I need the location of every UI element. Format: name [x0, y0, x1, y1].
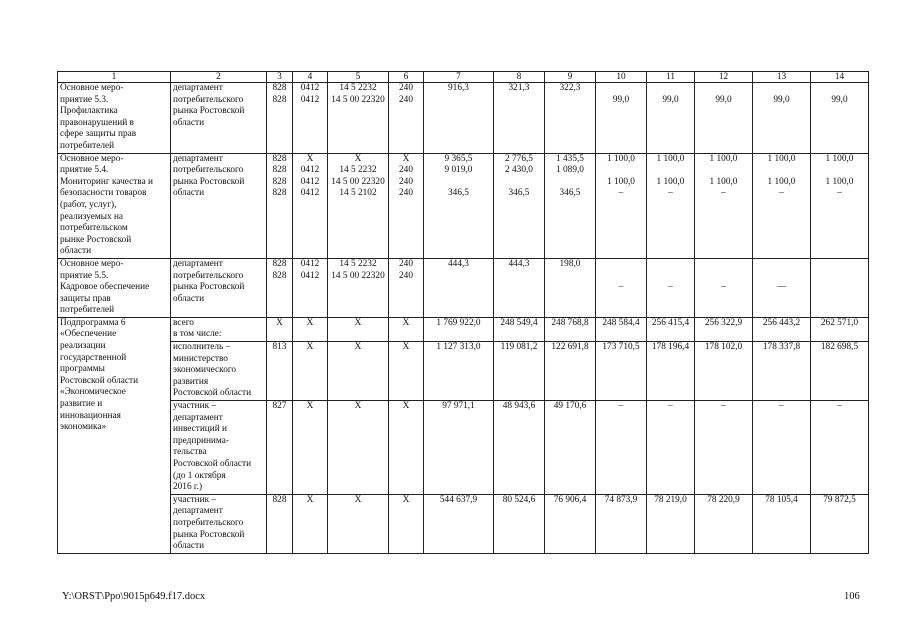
amount-cell: 119 081,2 [494, 342, 545, 401]
code-cell: X [328, 494, 389, 553]
column-number: 14 [811, 72, 869, 83]
column-number: 10 [596, 72, 647, 83]
cell-text: 1 100,0 [607, 153, 635, 164]
cell-text: 0412 [300, 165, 320, 176]
cell-text: 14 5 00 22320 [331, 94, 385, 105]
cell-text: 2 430,0 [505, 165, 533, 176]
cell-text: 99,0 [662, 94, 679, 105]
amount-cell: – [811, 401, 869, 495]
cell-text: рынке Ростовской [60, 234, 132, 245]
code-cell [389, 153, 424, 258]
amount-cell: 76 906,4 [545, 494, 596, 553]
amount-cell: 78 220,9 [695, 494, 753, 553]
cell-text: 1 100,0 [709, 153, 738, 164]
code-cell [328, 153, 389, 258]
amount-cell [647, 153, 695, 258]
column-number: 7 [424, 72, 494, 83]
amount-cell: 74 873,9 [596, 494, 647, 553]
cell-text: 1 089,0 [556, 165, 584, 176]
cell-text: потребительского [173, 517, 244, 528]
column-number-row [58, 72, 869, 83]
code-cell [293, 153, 328, 258]
code-cell: X [293, 317, 328, 341]
cell-text: 240 [399, 188, 413, 199]
subprogram-row [58, 317, 869, 341]
responsible-org-cell [171, 83, 267, 154]
cell-text: департамент [173, 506, 223, 517]
cell-text: Основное меро- [60, 153, 124, 164]
cell-text: X [354, 153, 362, 164]
amount-cell: 262 571,0 [811, 317, 869, 341]
column-number: 6 [389, 72, 424, 83]
cell-text: предпринима- [173, 435, 229, 446]
code-cell: X [389, 342, 424, 401]
amount-cell: – [596, 401, 647, 495]
code-cell: X [293, 494, 328, 553]
code-cell: X [389, 317, 424, 341]
amount-cell: 1 769 922,0 [424, 317, 494, 341]
cell-text: тельства [173, 447, 207, 458]
amount-cell: 122 691,8 [545, 342, 596, 401]
cell-text: потребительского [173, 270, 244, 281]
cell-text: потребительского [173, 165, 244, 176]
cell-text: 240 [399, 176, 413, 187]
cell-text: области [173, 117, 205, 128]
cell-text: «Обеспечение [60, 329, 117, 340]
column-number: 8 [494, 72, 545, 83]
amount-cell: 80 524,6 [494, 494, 545, 553]
cell-text: 99,0 [715, 94, 732, 105]
amount-cell [647, 83, 695, 154]
amount-cell [545, 83, 596, 154]
amount-cell: 48 943,6 [494, 401, 545, 495]
cell-text: рынка Ростовской [173, 529, 245, 540]
code-cell [389, 83, 424, 154]
cell-text: 14 5 2232 [339, 165, 377, 176]
cell-text: области [173, 293, 205, 304]
subprogram-name-cell [58, 317, 171, 553]
cell-text: приятие 5.5. [60, 270, 109, 281]
cell-text: 1 100,0 [767, 176, 796, 187]
column-number: 3 [267, 72, 293, 83]
amount-cell: 78 219,0 [647, 494, 695, 553]
cell-text: 99,0 [831, 94, 848, 105]
amount-cell [424, 258, 494, 317]
amount-cell [494, 83, 545, 154]
amount-cell: 248 549,4 [494, 317, 545, 341]
cell-text: Ростовской области [60, 375, 139, 386]
cell-text: Кадровое обеспечение [60, 282, 150, 293]
cell-text: 0412 [300, 270, 320, 281]
cell-text: 240 [399, 258, 413, 269]
cell-text: – [721, 282, 726, 293]
cell-text: 346,5 [448, 188, 469, 199]
code-cell: X [389, 401, 424, 495]
cell-text: 0412 [300, 83, 320, 93]
code-cell [267, 153, 293, 258]
code-cell: X [328, 317, 389, 341]
cell-text: 1 100,0 [825, 176, 854, 187]
cell-text: 828 [272, 176, 287, 187]
budget-table-page [57, 71, 868, 554]
cell-text: 828 [272, 83, 287, 93]
responsible-org-cell [171, 258, 267, 317]
cell-text: 14 5 00 22320 [331, 176, 385, 187]
cell-text: Профилактика [60, 106, 118, 117]
cell-text: 99,0 [773, 94, 790, 105]
cell-text: – [668, 282, 673, 293]
responsible-org-cell [171, 153, 267, 258]
cell-text: – [618, 188, 624, 199]
cell-text: – [668, 188, 673, 199]
cell-text: 240 [399, 94, 413, 105]
cell-text: участник – [173, 401, 217, 412]
amount-cell [753, 153, 811, 258]
amount-cell [647, 258, 695, 317]
amount-cell: 97 971,1 [424, 401, 494, 495]
cell-text: 0412 [300, 258, 320, 269]
cell-text: экономического [173, 365, 237, 376]
cell-text: 14 5 00 22320 [331, 270, 385, 281]
cell-text: — [776, 282, 787, 293]
amount-cell: 256 415,4 [647, 317, 695, 341]
cell-text: сфере защиты прав [60, 129, 137, 140]
amount-cell [596, 258, 647, 317]
cell-text: 198,0 [559, 258, 581, 269]
column-number: 13 [753, 72, 811, 83]
cell-text: 444,3 [448, 258, 469, 269]
cell-text: 1 435,5 [556, 153, 584, 164]
responsible-org-cell [171, 401, 267, 495]
amount-cell: 182 698,5 [811, 342, 869, 401]
cell-text: 828 [272, 258, 287, 269]
cell-text: 828 [272, 165, 287, 176]
code-cell: X [267, 317, 293, 341]
amount-cell [494, 258, 545, 317]
cell-text: потребительском [60, 223, 128, 234]
cell-text: 9 019,0 [444, 165, 473, 176]
cell-text: 0412 [300, 188, 320, 199]
cell-text: области [173, 541, 205, 552]
column-number: 9 [545, 72, 596, 83]
cell-text: области [173, 188, 205, 199]
cell-text: 0412 [300, 176, 320, 187]
cell-text: Основное меро- [60, 258, 124, 269]
cell-text: 9 365,5 [444, 153, 473, 164]
cell-text: 828 [272, 270, 287, 281]
code-cell: X [293, 401, 328, 495]
cell-text: Основное меро- [60, 83, 124, 93]
cell-text: в том числе: [173, 329, 222, 340]
cell-text: – [721, 188, 726, 199]
column-number: 4 [293, 72, 328, 83]
amount-cell: 78 105,4 [753, 494, 811, 553]
cell-text: Подпрограмма 6 [60, 317, 126, 328]
cell-text: X [306, 153, 314, 164]
cell-text: развитие и [60, 399, 103, 410]
code-cell: X [328, 401, 389, 495]
subprogram-row [58, 401, 869, 495]
cell-text: 321,3 [508, 83, 530, 93]
cell-text: 240 [399, 165, 413, 176]
amount-cell [695, 258, 753, 317]
footer-page-number: 106 [844, 591, 860, 602]
code-cell: X [293, 342, 328, 401]
cell-text: развития [173, 376, 209, 387]
column-number: 12 [695, 72, 753, 83]
subprogram-row [58, 494, 869, 553]
activity-name-cell [58, 83, 171, 154]
cell-text: департамент [173, 83, 223, 93]
activity-row [58, 153, 869, 258]
code-cell [267, 258, 293, 317]
cell-text: 444,3 [508, 258, 530, 269]
amount-cell: 178 196,4 [647, 342, 695, 401]
activity-name-cell [58, 153, 171, 258]
responsible-org-cell [171, 342, 267, 401]
cell-text: департамент [173, 412, 223, 423]
cell-text: всего [173, 317, 194, 328]
cell-text: – [618, 282, 624, 293]
cell-text: – [779, 188, 784, 199]
cell-text: правонарушений в [60, 117, 134, 128]
code-cell: 828 [267, 494, 293, 553]
cell-text: 1 100,0 [656, 153, 685, 164]
cell-text: 1 100,0 [607, 176, 635, 187]
amount-cell: 248 768,8 [545, 317, 596, 341]
amount-cell [753, 258, 811, 317]
code-cell: 813 [267, 342, 293, 401]
amount-cell: 178 337,8 [753, 342, 811, 401]
cell-text: 322,3 [559, 83, 581, 93]
cell-text: приятие 5.3. [60, 94, 109, 105]
amount-cell [424, 153, 494, 258]
cell-text: (работ, услуг), [60, 199, 117, 210]
amount-cell [695, 153, 753, 258]
code-cell: X [389, 494, 424, 553]
column-number: 5 [328, 72, 389, 83]
amount-cell: 79 872,5 [811, 494, 869, 553]
cell-text: реализуемых на [60, 211, 124, 222]
cell-text: «Экономическое [60, 387, 126, 398]
amount-cell [545, 153, 596, 258]
cell-text: экономика» [60, 422, 107, 433]
amount-cell: 173 710,5 [596, 342, 647, 401]
amount-cell [596, 153, 647, 258]
code-cell [328, 258, 389, 317]
cell-text: Ростовской области [173, 388, 252, 399]
amount-cell: 544 637,9 [424, 494, 494, 553]
cell-text: программы [60, 364, 105, 375]
cell-text: 916,3 [448, 83, 469, 93]
amount-cell: 49 170,6 [545, 401, 596, 495]
cell-text: Ростовской области [173, 459, 252, 469]
cell-text: рынка Ростовской [173, 282, 245, 293]
amount-cell: 1 127 313,0 [424, 342, 494, 401]
cell-text: участник – [173, 494, 217, 505]
cell-text: департамент [173, 153, 223, 164]
code-cell [293, 258, 328, 317]
cell-text: 14 5 2102 [339, 188, 377, 199]
cell-text: 240 [399, 83, 413, 93]
cell-text: потребительского [173, 94, 244, 105]
cell-text: потребителей [60, 140, 115, 151]
cell-text: 1 100,0 [656, 176, 685, 187]
cell-text: 240 [399, 270, 413, 281]
amount-cell [545, 258, 596, 317]
cell-text: защиты прав [60, 293, 111, 304]
column-number: 11 [647, 72, 695, 83]
code-cell [267, 83, 293, 154]
amount-cell [596, 83, 647, 154]
cell-text: департамент [173, 258, 223, 269]
cell-text: 99,0 [612, 94, 630, 105]
amount-cell [494, 153, 545, 258]
amount-cell [424, 83, 494, 154]
cell-text: рынка Ростовской [173, 176, 245, 187]
cell-text: 2 776,5 [505, 153, 533, 164]
subprogram-row [58, 342, 869, 401]
responsible-org-cell [171, 317, 267, 341]
column-number: 1 [58, 72, 171, 83]
cell-text: 14 5 2232 [339, 258, 377, 269]
cell-text: X [402, 153, 410, 164]
column-number: 2 [171, 72, 267, 83]
amount-cell: 178 102,0 [695, 342, 753, 401]
code-cell [389, 258, 424, 317]
cell-text: 828 [272, 94, 287, 105]
cell-text: 1 100,0 [825, 153, 854, 164]
cell-text: (до 1 октября [173, 470, 226, 481]
activity-row [58, 83, 869, 154]
amount-cell: – [695, 401, 753, 495]
cell-text: 14 5 2232 [339, 83, 377, 93]
amount-cell: 248 584,4 [596, 317, 647, 341]
activity-row [58, 258, 869, 317]
cell-text: 828 [272, 188, 287, 199]
footer-file-path: Y:\ORST\Ppo\9015p649.f17.docx [62, 591, 206, 602]
cell-text: инновационная [60, 410, 121, 421]
cell-text: 1 100,0 [767, 153, 796, 164]
amount-cell: 256 443,2 [753, 317, 811, 341]
cell-text: приятие 5.4. [60, 165, 109, 176]
amount-cell [811, 83, 869, 154]
amount-cell [753, 83, 811, 154]
cell-text: реализации [60, 341, 106, 352]
activity-name-cell [58, 258, 171, 317]
amount-cell [695, 83, 753, 154]
amount-cell [811, 258, 869, 317]
cell-text: 828 [272, 153, 287, 164]
code-cell [293, 83, 328, 154]
cell-text: 1 100,0 [709, 176, 738, 187]
cell-text: инвестиций и [173, 424, 228, 435]
responsible-org-cell [171, 494, 267, 553]
cell-text: – [837, 188, 842, 199]
budget-table [57, 71, 869, 554]
cell-text: Мониторинг качества и [60, 176, 154, 187]
amount-cell [811, 153, 869, 258]
cell-text: рынка Ростовской [173, 106, 245, 117]
amount-cell: – [647, 401, 695, 495]
cell-text: потребителей [60, 305, 115, 316]
cell-text: государственной [60, 352, 127, 363]
code-cell: 827 [267, 401, 293, 495]
cell-text: 0412 [300, 94, 320, 105]
cell-text: 2016 г.) [173, 482, 203, 493]
cell-text: исполнитель – [173, 342, 231, 353]
amount-cell: – [753, 401, 811, 495]
code-cell [328, 83, 389, 154]
cell-text: 346,5 [508, 188, 530, 199]
cell-text: безопасности товаров [60, 188, 147, 199]
cell-text: 346,5 [559, 188, 581, 199]
amount-cell: 256 322,9 [695, 317, 753, 341]
cell-text: области [60, 246, 92, 257]
code-cell: X [328, 342, 389, 401]
cell-text: министерство [173, 353, 228, 364]
